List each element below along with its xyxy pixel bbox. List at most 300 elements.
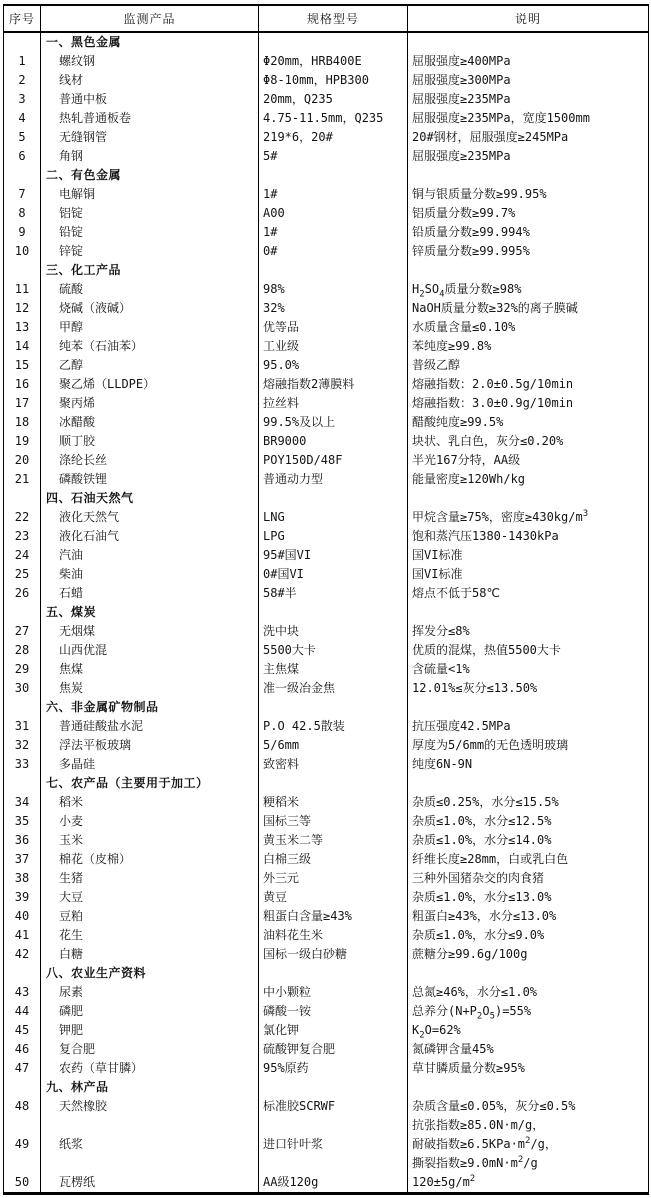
desc-line: 屈服强度≥400MPa	[412, 54, 511, 68]
section-title: 九、林产品	[41, 1078, 259, 1097]
desc-text	[408, 470, 649, 489]
row-no: 25	[14, 567, 30, 581]
desc-line: 屈服强度≥300MPa	[412, 73, 511, 87]
product-name: 硫酸	[41, 280, 259, 299]
spec-value: 4.75-11.5mm，Q235	[259, 109, 408, 128]
desc-line: 挥发分≤8%	[412, 624, 470, 638]
product-row	[4, 128, 649, 147]
product-row	[4, 470, 649, 489]
desc-line: 12.01%≤灰分≤13.50%	[412, 681, 538, 695]
product-name: 纯苯（石油苯）	[41, 337, 259, 356]
product-row	[4, 736, 649, 755]
spec-value: 主焦煤	[259, 660, 408, 679]
spec-cell	[259, 32, 408, 52]
desc-cell	[408, 698, 649, 717]
product-name: 钾肥	[41, 1021, 259, 1040]
product-row	[4, 318, 649, 337]
product-name: 玉米	[41, 831, 259, 850]
spec-value: 熔融指数2薄膜料	[259, 375, 408, 394]
row-no: 16	[14, 377, 30, 391]
spec-value: 20mm，Q235	[259, 90, 408, 109]
row-no-cell	[4, 32, 41, 52]
row-no: 20	[14, 453, 30, 467]
desc-text	[408, 128, 649, 147]
product-name: 烧碱（液碱）	[41, 299, 259, 318]
row-no: 28	[14, 643, 30, 657]
product-name: 液化石油气	[41, 527, 259, 546]
section-title: 一、黑色金属	[41, 32, 259, 52]
row-no: 39	[14, 890, 30, 904]
product-row	[4, 546, 649, 565]
spec-value: 国标三等	[259, 812, 408, 831]
spec-value: 95%原药	[259, 1059, 408, 1078]
spec-cell	[259, 261, 408, 280]
row-no: 34	[14, 795, 30, 809]
product-row	[4, 565, 649, 584]
desc-cell	[408, 774, 649, 793]
desc-line: 锌质量分数≥99.995%	[412, 244, 530, 258]
product-name: 顺丁胶	[41, 432, 259, 451]
desc-text	[408, 565, 649, 584]
product-row	[4, 185, 649, 204]
product-name: 电解铜	[41, 185, 259, 204]
product-row	[4, 622, 649, 641]
spec-value: POY150D/48F	[259, 451, 408, 470]
desc-text	[408, 204, 649, 223]
row-no: 33	[14, 757, 30, 771]
product-row	[4, 983, 649, 1002]
product-row	[4, 223, 649, 242]
desc-line: 杂质≤1.0%，水分≤13.0%	[412, 890, 552, 904]
spec-value: 工业级	[259, 337, 408, 356]
desc-text	[408, 869, 649, 888]
spec-value: 中小颗粒	[259, 983, 408, 1002]
desc-text	[408, 71, 649, 90]
spec-value: 0#	[259, 242, 408, 261]
product-row	[4, 850, 649, 869]
spec-value: 白棉三级	[259, 850, 408, 869]
desc-text	[408, 736, 649, 755]
spec-value: 粗蛋白含量≥43%	[259, 907, 408, 926]
spec-value: 95.0%	[259, 356, 408, 375]
row-no: 36	[14, 833, 30, 847]
row-no: 27	[14, 624, 30, 638]
row-no-cell	[4, 1078, 41, 1097]
desc-text	[408, 679, 649, 698]
row-no: 30	[14, 681, 30, 695]
product-row	[4, 356, 649, 375]
desc-line: 氮磷钾含量45%	[412, 1042, 494, 1056]
desc-line: 能量密度≥120Wh/kg	[412, 472, 526, 486]
product-row	[4, 1021, 649, 1040]
col-header-desc: 说明	[408, 5, 649, 32]
spec-cell	[259, 166, 408, 185]
row-no: 23	[14, 529, 30, 543]
row-no: 38	[14, 871, 30, 885]
desc-line: 铜与银质量分数≥99.95%	[412, 187, 547, 201]
product-name: 柴油	[41, 565, 259, 584]
product-name: 聚乙烯（LLDPE）	[41, 375, 259, 394]
product-row	[4, 1116, 649, 1173]
spec-cell	[259, 774, 408, 793]
spec-value: 粳稻米	[259, 793, 408, 812]
desc-text	[408, 1116, 649, 1173]
product-row	[4, 508, 649, 527]
product-row	[4, 926, 649, 945]
desc-text	[408, 185, 649, 204]
desc-text	[408, 299, 649, 318]
desc-text	[408, 451, 649, 470]
desc-text	[408, 641, 649, 660]
product-row	[4, 945, 649, 964]
row-no: 1	[18, 54, 26, 68]
product-row	[4, 907, 649, 926]
desc-text	[408, 1059, 649, 1078]
desc-line: 半光167分特，AA级	[412, 453, 521, 467]
monitored-products-table	[3, 4, 649, 1195]
desc-line: 杂质含量≤0.05%，灰分≤0.5%	[412, 1099, 576, 1113]
desc-line: 杂质≤1.0%，水分≤12.5%	[412, 814, 552, 828]
product-row	[4, 717, 649, 736]
desc-text	[408, 318, 649, 337]
product-row	[4, 204, 649, 223]
desc-cell	[408, 603, 649, 622]
row-no: 18	[14, 415, 30, 429]
spec-value: 5500大卡	[259, 641, 408, 660]
product-row	[4, 641, 649, 660]
desc-line: 粗蛋白≥43%，水分≤13.0%	[412, 909, 557, 923]
spec-value: 洗中块	[259, 622, 408, 641]
row-no: 44	[14, 1004, 30, 1018]
desc-text	[408, 888, 649, 907]
desc-text	[408, 508, 649, 527]
desc-line: 屈服强度≥235MPa，宽度1500mm	[412, 111, 590, 125]
row-no-cell	[4, 964, 41, 983]
row-no-cell	[4, 166, 41, 185]
product-name: 纸浆	[41, 1116, 259, 1173]
desc-line: 块状、乳白色，灰分≤0.20%	[412, 434, 564, 448]
desc-text	[408, 850, 649, 869]
product-name: 乙醇	[41, 356, 259, 375]
desc-text	[408, 793, 649, 812]
desc-text	[408, 527, 649, 546]
desc-line: 屈服强度≥235MPa	[412, 92, 511, 106]
row-no: 19	[14, 434, 30, 448]
product-row	[4, 242, 649, 261]
row-no: 13	[14, 320, 30, 334]
product-name: 冰醋酸	[41, 413, 259, 432]
desc-line: 20#钢材，屈服强度≥245MPa	[412, 130, 569, 144]
spec-value: 1#	[259, 185, 408, 204]
desc-line: $H_2SO_4$质量分数≥98%	[412, 282, 522, 300]
product-name: 复合肥	[41, 1040, 259, 1059]
desc-line: 总养分$(N+P_2O_5)=55\%$	[412, 1004, 532, 1022]
desc-line: 杂质≤0.25%，水分≤15.5%	[412, 795, 559, 809]
desc-text	[408, 337, 649, 356]
product-name: 天然橡胶	[41, 1097, 259, 1116]
product-row	[4, 888, 649, 907]
spec-value: 0#国VI	[259, 565, 408, 584]
product-name: 无烟煤	[41, 622, 259, 641]
spec-value: 5#	[259, 147, 408, 166]
desc-text	[408, 584, 649, 603]
row-no-cell	[4, 774, 41, 793]
section-row	[4, 261, 649, 280]
product-name: 焦煤	[41, 660, 259, 679]
desc-line: 普级乙醇	[412, 358, 461, 372]
product-row	[4, 755, 649, 774]
section-title: 二、有色金属	[41, 166, 259, 185]
row-no: 50	[14, 1175, 30, 1189]
spec-value: AA级120g	[259, 1173, 408, 1194]
product-name: 液化天然气	[41, 508, 259, 527]
desc-text	[408, 755, 649, 774]
product-row	[4, 109, 649, 128]
spec-value: 准一级冶金焦	[259, 679, 408, 698]
desc-line: 蔗糖分≥99.6g/100g	[412, 947, 528, 961]
desc-text	[408, 983, 649, 1002]
product-name: 尿素	[41, 983, 259, 1002]
section-row	[4, 603, 649, 622]
desc-cell	[408, 32, 649, 52]
row-no: 11	[14, 282, 30, 296]
product-name: 线材	[41, 71, 259, 90]
product-name: 铝锭	[41, 204, 259, 223]
spec-value: 硫酸钾复合肥	[259, 1040, 408, 1059]
product-row	[4, 413, 649, 432]
desc-line: 三种外国猪杂交的肉食猪	[412, 871, 545, 885]
section-title: 三、化工产品	[41, 261, 259, 280]
product-name: 铅锭	[41, 223, 259, 242]
spec-value: 外三元	[259, 869, 408, 888]
spec-value: A00	[259, 204, 408, 223]
desc-line: 优质的混煤，热值5500大卡	[412, 643, 561, 657]
row-no: 4	[18, 111, 26, 125]
desc-line: 屈服强度≥235MPa	[412, 149, 511, 163]
desc-text	[408, 546, 649, 565]
desc-line: 熔融指数：3.0±0.9g/10min	[412, 396, 574, 410]
spec-value: 黄豆	[259, 888, 408, 907]
product-name: 农药（草甘膦）	[41, 1059, 259, 1078]
spec-value: 拉丝料	[259, 394, 408, 413]
desc-line: 抗张指数≥85.0N·m/g，	[412, 1118, 545, 1132]
product-row	[4, 1002, 649, 1021]
row-no: 29	[14, 662, 30, 676]
product-row	[4, 1097, 649, 1116]
desc-line: $K_2O=62\%$	[412, 1023, 461, 1041]
spec-cell	[259, 698, 408, 717]
product-name: 螺纹钢	[41, 52, 259, 71]
product-name: 无缝钢管	[41, 128, 259, 147]
desc-text	[408, 109, 649, 128]
row-no: 8	[18, 206, 26, 220]
product-row	[4, 527, 649, 546]
product-name: 多晶硅	[41, 755, 259, 774]
spec-value: LPG	[259, 527, 408, 546]
table-header-row	[4, 5, 649, 32]
product-row	[4, 831, 649, 850]
desc-line: 水质量含量≤0.10%	[412, 320, 516, 334]
row-no-cell	[4, 603, 41, 622]
product-name: 普通中板	[41, 90, 259, 109]
desc-line: 抗压强度42.5MPa	[412, 719, 511, 733]
spec-value: 58#半	[259, 584, 408, 603]
product-row	[4, 679, 649, 698]
section-row	[4, 32, 649, 52]
row-no: 42	[14, 947, 30, 961]
product-name: 山西优混	[41, 641, 259, 660]
row-no: 41	[14, 928, 30, 942]
product-row	[4, 869, 649, 888]
row-no: 37	[14, 852, 30, 866]
section-title: 八、农业生产资料	[41, 964, 259, 983]
spec-cell	[259, 603, 408, 622]
desc-line: 熔点不低于58℃	[412, 586, 500, 600]
row-no: 45	[14, 1023, 30, 1037]
product-name: 花生	[41, 926, 259, 945]
row-no: 40	[14, 909, 30, 923]
product-row	[4, 660, 649, 679]
product-name: 浮法平板玻璃	[41, 736, 259, 755]
desc-text	[408, 1173, 649, 1194]
desc-text	[408, 375, 649, 394]
product-row	[4, 52, 649, 71]
product-row	[4, 280, 649, 299]
row-no: 6	[18, 149, 26, 163]
spec-value: 国标一级白砂糖	[259, 945, 408, 964]
desc-line: 饱和蒸汽压1380-1430kPa	[412, 529, 559, 543]
product-name: 磷肥	[41, 1002, 259, 1021]
desc-text	[408, 907, 649, 926]
row-no: 32	[14, 738, 30, 752]
desc-line: 醋酸纯度≥99.5%	[412, 415, 504, 429]
product-row	[4, 90, 649, 109]
spec-value: 黄玉米二等	[259, 831, 408, 850]
desc-text	[408, 1021, 649, 1040]
desc-line: 杂质≤1.0%，水分≤14.0%	[412, 833, 552, 847]
desc-text	[408, 413, 649, 432]
desc-line: 国VI标准	[412, 548, 463, 562]
product-name: 棉花（皮棉）	[41, 850, 259, 869]
spec-value: 32%	[259, 299, 408, 318]
product-name: 大豆	[41, 888, 259, 907]
row-no-cell	[4, 261, 41, 280]
spec-value: 5/6mm	[259, 736, 408, 755]
desc-text	[408, 147, 649, 166]
desc-line: 耐破指数$\ge 6.5KPa\cdot m^2/g$，	[412, 1136, 557, 1151]
desc-text	[408, 717, 649, 736]
row-no: 47	[14, 1061, 30, 1075]
col-header-spec: 规格型号	[259, 5, 408, 32]
product-row	[4, 375, 649, 394]
desc-line: 铅质量分数≥99.994%	[412, 225, 530, 239]
desc-text	[408, 1002, 649, 1021]
spec-value: 95#国VI	[259, 546, 408, 565]
product-name: 焦炭	[41, 679, 259, 698]
product-row	[4, 793, 649, 812]
spec-value: 99.5%及以上	[259, 413, 408, 432]
product-row	[4, 584, 649, 603]
product-row	[4, 1173, 649, 1194]
product-name: 甲醇	[41, 318, 259, 337]
spec-value: 磷酸一铵	[259, 1002, 408, 1021]
spec-value: 氯化钾	[259, 1021, 408, 1040]
section-title: 七、农产品（主要用于加工）	[41, 774, 259, 793]
spec-value: 进口针叶浆	[259, 1116, 408, 1173]
spec-value: 普通动力型	[259, 470, 408, 489]
product-name: 生猪	[41, 869, 259, 888]
spec-value: 98%	[259, 280, 408, 299]
desc-text	[408, 831, 649, 850]
section-row	[4, 774, 649, 793]
product-name: 稻米	[41, 793, 259, 812]
desc-line: 总氮≥46%，水分≤1.0%	[412, 985, 538, 999]
product-row	[4, 432, 649, 451]
section-row	[4, 964, 649, 983]
desc-text	[408, 52, 649, 71]
desc-text	[408, 223, 649, 242]
product-name: 白糖	[41, 945, 259, 964]
product-name: 瓦楞纸	[41, 1173, 259, 1194]
product-name: 石蜡	[41, 584, 259, 603]
spec-value: LNG	[259, 508, 408, 527]
row-no: 17	[14, 396, 30, 410]
spec-value: 219*6，20#	[259, 128, 408, 147]
desc-line: $120\pm 5g/m^2$	[412, 1174, 476, 1189]
spec-value: Φ8-10mm，HPB300	[259, 71, 408, 90]
section-title: 四、石油天然气	[41, 489, 259, 508]
row-no: 26	[14, 586, 30, 600]
section-row	[4, 166, 649, 185]
row-no: 3	[18, 92, 26, 106]
spec-value: P.O 42.5散装	[259, 717, 408, 736]
desc-cell	[408, 1078, 649, 1097]
row-no: 31	[14, 719, 30, 733]
product-name: 小麦	[41, 812, 259, 831]
row-no: 10	[14, 244, 30, 258]
row-no-cell	[4, 698, 41, 717]
desc-line: 含硫量<1%	[412, 662, 470, 676]
row-no: 49	[14, 1137, 30, 1151]
section-row	[4, 489, 649, 508]
desc-text	[408, 394, 649, 413]
row-no: 5	[18, 130, 26, 144]
desc-cell	[408, 261, 649, 280]
spec-value: BR9000	[259, 432, 408, 451]
desc-cell	[408, 489, 649, 508]
row-no: 14	[14, 339, 30, 353]
product-row	[4, 147, 649, 166]
desc-line: 草甘膦质量分数≥95%	[412, 1061, 525, 1075]
product-name: 汽油	[41, 546, 259, 565]
product-name: 角钢	[41, 147, 259, 166]
desc-text	[408, 660, 649, 679]
spec-cell	[259, 1078, 408, 1097]
desc-text	[408, 1040, 649, 1059]
section-title: 六、非金属矿物制品	[41, 698, 259, 717]
spec-cell	[259, 964, 408, 983]
desc-cell	[408, 964, 649, 983]
row-no: 21	[14, 472, 30, 486]
desc-cell	[408, 166, 649, 185]
desc-text	[408, 622, 649, 641]
desc-text	[408, 945, 649, 964]
spec-value: 油料花生米	[259, 926, 408, 945]
desc-line: 铝质量分数≥99.7%	[412, 206, 516, 220]
desc-text	[408, 926, 649, 945]
desc-line: 撕裂指数$\ge 9.0mN\cdot m^2/g$	[412, 1155, 538, 1170]
product-row	[4, 451, 649, 470]
